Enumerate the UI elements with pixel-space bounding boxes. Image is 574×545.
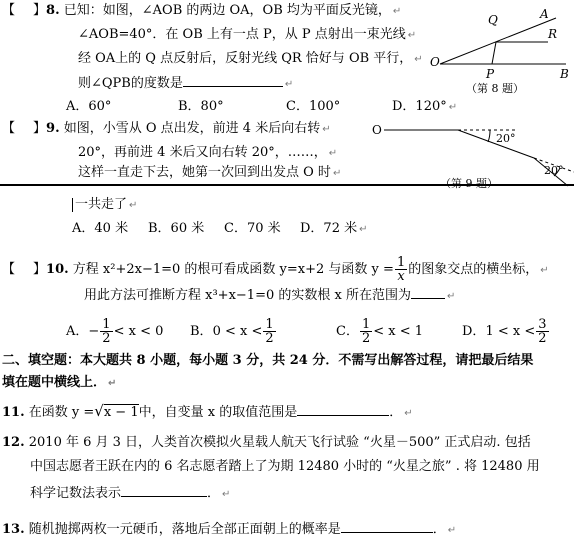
- q10-option-c-rest: < x < 1: [373, 324, 424, 339]
- q8-ray-oa: [440, 18, 556, 64]
- q11-end: ．: [389, 405, 403, 420]
- q13-end: ．: [432, 522, 446, 537]
- q9-line2: [78, 144, 337, 163]
- q8-answer-blank[interactable]: [183, 74, 283, 87]
- q9-option-d[interactable]: D．72 米: [300, 221, 358, 236]
- q9-angle-1: 20°: [496, 132, 516, 145]
- q10-option-b-num: 1: [265, 317, 274, 332]
- q8-text-3: 经 OA上的 Q 点反射后，反射光线 QR 恰好与 OB 平行，: [78, 51, 413, 66]
- q10-option-b-rest: 0 < x <: [212, 324, 263, 339]
- section2-heading: 二、填空题：本大题共 8 小题，每小题 3 分，共 24 分．不需写出解答过程，请把最后结果: [2, 353, 534, 368]
- q9-line3: [78, 164, 341, 183]
- q9-option-a[interactable]: A．40 米: [72, 221, 129, 236]
- q8-label-q: Q: [488, 13, 498, 27]
- q8-label-a: A: [540, 7, 549, 21]
- q10-text-2: 用此方法可推断方程 x³+x−1=0 的实数根 x 所在范围为: [84, 288, 411, 303]
- q8-label-o: O: [430, 55, 440, 69]
- q8-figure: [430, 6, 574, 96]
- q10-option-c[interactable]: [336, 318, 423, 345]
- q10-line1: [2, 256, 549, 283]
- q10-option-d-rest: 1 < x <: [485, 324, 536, 339]
- q10-option-d-label: D．: [462, 324, 486, 339]
- q11-number: 11.: [2, 405, 25, 420]
- q9-label-o: O: [372, 123, 382, 137]
- q11-line: [2, 402, 413, 423]
- q8-ray-pq: [492, 42, 496, 64]
- q10-bracket-open: 【: [2, 262, 16, 277]
- q13-number: 13.: [2, 522, 25, 537]
- q9-angle-2: 20°: [544, 164, 564, 177]
- q8-line3: [78, 50, 423, 69]
- q10-option-a-minus: −: [88, 324, 100, 339]
- q9-number: 9.: [46, 121, 60, 136]
- return-mark-icon: ↵: [222, 489, 231, 500]
- return-mark-icon: ↵: [322, 124, 331, 135]
- q8-text-1: 已知：如图，∠AOB 的两边 OA，OB 均为平面反光镜，: [63, 3, 391, 18]
- q10-option-b-fraction: [263, 318, 275, 345]
- q9-line4: [72, 196, 137, 215]
- q12-line2: 中国志愿者王跃在内的 6 名志愿者踏上了为期 12480 小时的 “火星之旅” . 将 12480 用: [30, 459, 540, 474]
- q8-option-c[interactable]: C．100°: [286, 99, 341, 114]
- q9-text-2: 20°，再前进 4 米后又向右转 20°，……，: [78, 145, 327, 160]
- q12-line1: [2, 434, 531, 452]
- q8-label-p: P: [486, 67, 495, 81]
- return-mark-icon: ↵: [328, 148, 338, 159]
- q8-line1: [2, 2, 401, 21]
- q10-line2: [84, 286, 455, 306]
- q9-option-b[interactable]: B．60 米: [148, 221, 205, 236]
- section2-text-2: 填在题中横线上．: [2, 375, 107, 390]
- q10-text-1b: 的图象交点的横坐标，: [408, 262, 539, 277]
- return-mark-icon: ↵: [392, 6, 402, 17]
- return-mark-icon: ↵: [414, 54, 423, 65]
- q10-option-b-label: B．: [190, 324, 213, 339]
- q8-option-d[interactable]: D．120°: [392, 99, 447, 114]
- section2-heading-line2: [2, 374, 116, 393]
- q10-option-d-num: 3: [538, 317, 547, 332]
- q10-option-a-fraction: [100, 318, 112, 345]
- return-mark-icon: ↵: [359, 224, 368, 235]
- q10-option-c-den: 2: [361, 331, 371, 346]
- q8-text-2: ∠AOB=40°．在 OB 上有一点 P，从 P 点射出一束光线: [78, 27, 406, 42]
- q10-number: 10.: [46, 262, 69, 277]
- text-cursor: [72, 198, 73, 212]
- q11-answer-blank[interactable]: [297, 403, 389, 416]
- q12-number: 12.: [2, 435, 25, 450]
- return-mark-icon: ↵: [446, 291, 456, 302]
- return-mark-icon: ↵: [284, 79, 294, 90]
- q9-text-1: 如图，小雪从 O 点出发，前进 4 米后向右转: [63, 121, 321, 136]
- sqrt-icon: √: [94, 402, 104, 420]
- q12-line3: [30, 484, 230, 504]
- return-mark-icon: ↵: [540, 265, 549, 276]
- q10-option-b-den: 2: [265, 331, 274, 346]
- q9-text-3: 这样一直走下去，她第一次回到出发点 O 时: [78, 165, 331, 180]
- q8-number: 8.: [46, 3, 60, 18]
- q10-option-d[interactable]: [462, 318, 550, 345]
- q10-option-c-num: 1: [361, 317, 371, 332]
- return-mark-icon: ↵: [448, 102, 458, 113]
- q13-text: 随机抛掷两枚一元硬币，落地后全部正面朝上的概率是: [28, 522, 341, 537]
- q12-text-3: 科学记数法表示: [30, 486, 122, 501]
- q11-text-a: 在函数 y =: [28, 405, 95, 420]
- q8-line2: [78, 26, 416, 45]
- q8-options: [66, 98, 457, 117]
- q8-option-a[interactable]: A．60°: [66, 99, 112, 114]
- return-mark-icon: ↵: [108, 378, 117, 389]
- q8-line4: [78, 74, 293, 94]
- q11-sqrt-body: x − 1: [103, 405, 139, 420]
- return-mark-icon: ↵: [129, 200, 138, 211]
- q10-option-d-fraction: [536, 318, 548, 345]
- q8-label-r: R: [548, 27, 558, 41]
- q13-line: [2, 520, 456, 540]
- q10-option-a-label: A．: [66, 324, 89, 339]
- q13-answer-blank[interactable]: [341, 520, 433, 533]
- q8-text-4: 则∠QPB的度数是: [78, 76, 183, 91]
- q8-label-b: B: [560, 67, 569, 81]
- q10-frac-num: 1: [396, 255, 406, 270]
- q9-text-4: 一共走了: [75, 197, 128, 212]
- q9-option-c[interactable]: C．70 米: [224, 221, 281, 236]
- q10-frac-den: x: [397, 269, 405, 284]
- return-mark-icon: ↵: [404, 408, 413, 419]
- q9-line1: [2, 120, 331, 139]
- q8-option-b[interactable]: B．80°: [178, 99, 224, 114]
- return-mark-icon: ↵: [332, 168, 342, 179]
- q8-bracket-open: 【: [2, 3, 16, 18]
- q9-bracket-close: 】: [33, 121, 47, 136]
- q8-figure-caption: （第 8 题）: [466, 82, 524, 95]
- q10-text-1a: 方程 x²+2x−1=0 的根可看成函数 y=x+2 与函数 y =: [72, 262, 394, 277]
- q10-option-d-den: 2: [538, 331, 547, 346]
- q10-option-a-den: 2: [102, 331, 111, 346]
- q10-option-c-fraction: [360, 318, 372, 345]
- return-mark-icon: ↵: [407, 30, 417, 41]
- return-mark-icon: ↵: [447, 525, 457, 536]
- q9-bracket-open: 【: [2, 121, 16, 136]
- q10-option-b[interactable]: [190, 318, 277, 345]
- q10-bracket-close: 】: [33, 262, 47, 277]
- q9-options: [72, 220, 368, 239]
- q8-bracket-close: 】: [33, 3, 47, 18]
- q10-option-a-num: 1: [102, 317, 111, 332]
- q12-end: ．: [207, 486, 221, 501]
- q10-answer-blank[interactable]: [411, 286, 445, 299]
- q12-text-1: 2010 年 6 月 3 日，人类首次模拟火星载人航天飞行试验 “火星－500” 正式启动. 包括: [28, 435, 531, 450]
- page-break-rule: [0, 184, 574, 186]
- q10-option-a[interactable]: [66, 318, 163, 345]
- q10-fraction-1-over-x: [395, 256, 407, 283]
- q10-option-a-rest: < x < 0: [113, 324, 164, 339]
- q10-option-c-label: C．: [336, 324, 359, 339]
- q9-angle-arc-1: [488, 130, 490, 142]
- q12-answer-blank[interactable]: [121, 484, 207, 497]
- q11-text-b: 中，自变量 x 的取值范围是: [138, 405, 298, 420]
